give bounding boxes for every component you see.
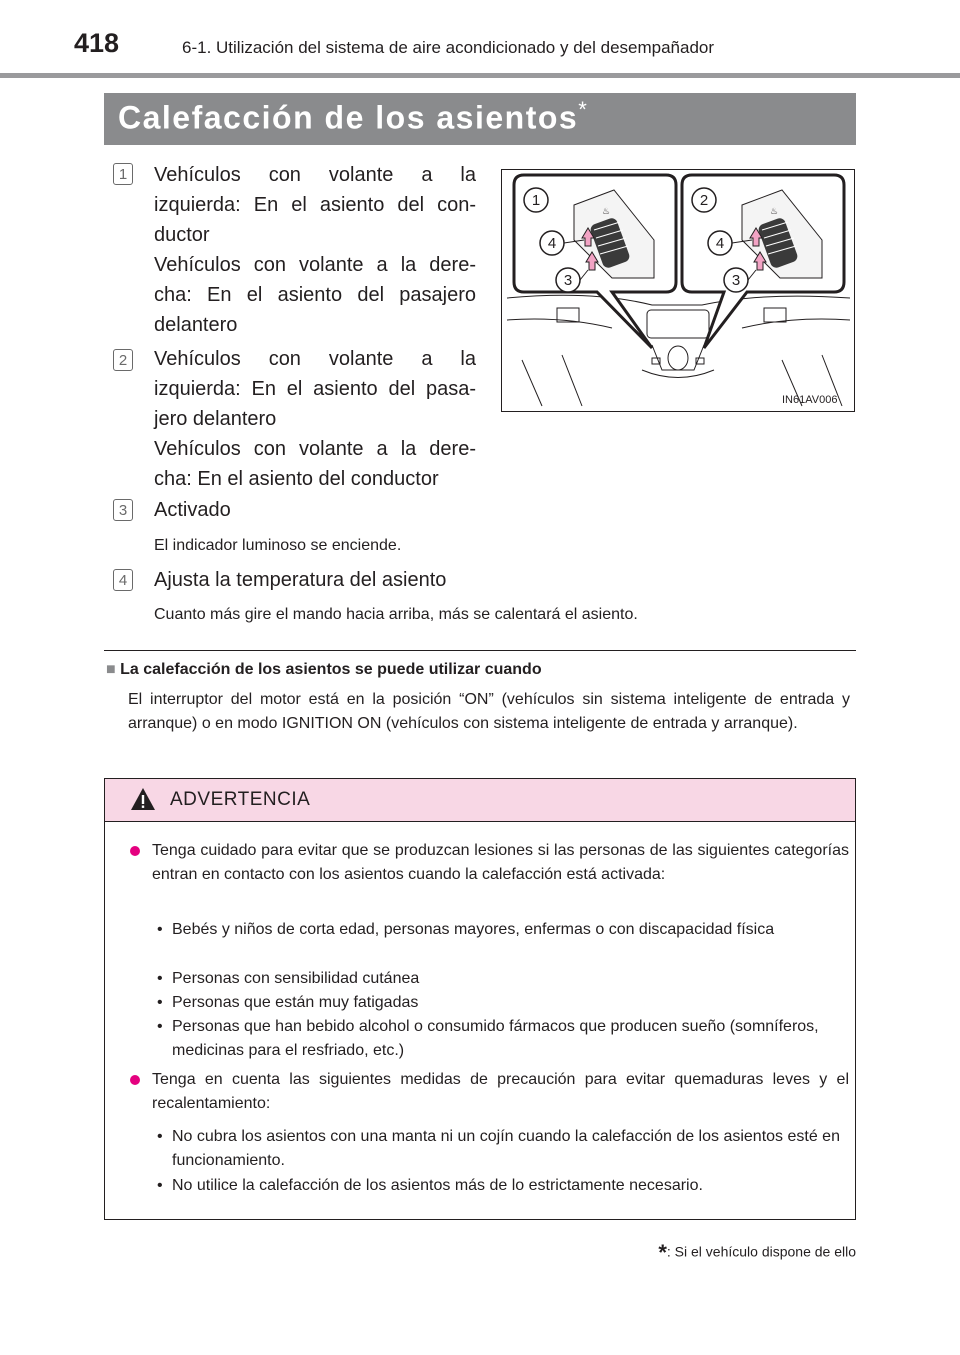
bullet: •: [157, 1177, 163, 1194]
warning-point-dot: [130, 1075, 140, 1085]
item-number-2: 2: [113, 349, 133, 371]
note-heading-text: La calefacción de los asientos se puede utilizar cuando: [120, 661, 542, 678]
callout-label: 2: [699, 192, 709, 209]
item-3-label: Activado: [154, 499, 231, 521]
callout-label: 4: [547, 235, 557, 252]
dashboard-line: [507, 319, 612, 328]
seat-heater-icon-left: ♨: [602, 206, 611, 216]
warning-list-2-item: No utilice la calefacción de los asientos más de lo estrictamente necesario.: [172, 1177, 703, 1194]
gear-shifter: [668, 346, 688, 370]
note-heading: [106, 661, 542, 679]
warning-point-1: Tenga cuidado para evitar que se produzcan lesiones si las personas de las siguientes categorías entran en contacto con los asientos cuando la calefacción está activada:: [152, 842, 849, 883]
callout-label: 3: [563, 272, 573, 289]
bullet: •: [157, 1128, 163, 1145]
item-1-line-2: Vehículos con volante a la dere-cha: En el asiento del pasajero delantero: [154, 254, 476, 336]
callout-label: 3: [731, 272, 741, 289]
footnote: [658, 1240, 856, 1266]
section-title: 6-1. Utilización del sistema de aire acondicionado y del desempañador: [182, 38, 715, 57]
footnote-asterisk: *: [658, 1240, 667, 1265]
warning-list-2-item: No cubra los asientos con una manta ni un cojín cuando la calefacción de los asientos esté en funcionamiento.: [172, 1128, 840, 1169]
page-title: [118, 97, 588, 137]
dash-button: [764, 308, 786, 322]
warning-list-1-item: Personas que han bebido alcohol o consumido fármacos que producen sueño (somníferos, medicinas para el resfriado, etc.): [172, 1018, 819, 1059]
callout-label: 4: [715, 235, 725, 252]
dashboard-line: [742, 319, 850, 328]
item-4-description: Cuanto más gire el mando hacia arriba, más se calentará el asiento.: [154, 606, 638, 623]
title-asterisk: *: [578, 97, 589, 122]
item-1-text: [154, 160, 476, 340]
note-marker: ■: [106, 661, 116, 678]
item-3-description: El indicador luminoso se enciende.: [154, 537, 402, 554]
bullet: •: [157, 921, 163, 938]
bullet: •: [157, 970, 163, 987]
warning-list-1-item: Bebés y niños de corta edad, personas mayores, enfermas o con discapacidad física: [172, 921, 775, 938]
figure-code: IN61AV006: [782, 394, 838, 406]
warning-title: ADVERTENCIA: [170, 789, 311, 810]
footnote-text: : Si el vehículo dispone de ello: [666, 1243, 856, 1260]
seat-heater-icon-right: ♨: [770, 206, 779, 216]
section-divider: [104, 650, 856, 651]
dashboard-illustration: [502, 170, 854, 411]
page-title-text: Calefacción de los asientos: [118, 99, 579, 136]
vent-panel: [647, 310, 709, 338]
header-divider: [0, 73, 960, 78]
item-number-3: 3: [113, 499, 133, 521]
dashboard-line: [507, 295, 850, 305]
warning-point-dot: [130, 846, 140, 856]
warning-list-1-item: Personas con sensibilidad cutánea: [172, 970, 420, 987]
seat-heater-figure: [501, 169, 855, 412]
warning-triangle-icon: [130, 787, 156, 811]
item-2-line-2: Vehículos con volante a la dere-cha: En el asiento del conductor: [154, 438, 476, 490]
item-number-4: 4: [113, 569, 133, 591]
item-2-line-1: Vehículos con volante a la izquierda: En el asiento del pasa-jero delantero: [154, 348, 476, 430]
callout-label: 1: [531, 192, 541, 209]
item-4-label: Ajusta la temperatura del asiento: [154, 569, 447, 591]
item-2-text: [154, 344, 476, 494]
item-number-1: 1: [113, 163, 133, 185]
bullet: •: [157, 1018, 163, 1035]
console-edge: [642, 370, 714, 378]
warning-point-2: Tenga en cuenta las siguientes medidas de precaución para evitar quemaduras leves y el recalentamiento:: [152, 1071, 849, 1112]
bullet: •: [157, 994, 163, 1011]
page-number: 418: [74, 28, 120, 58]
warning-list-1-item: Personas que están muy fatigadas: [172, 994, 419, 1011]
note-text: El interruptor del motor está en la posición “ON” (vehículos sin sistema inteligente de entrada y arranque) o en modo IGNITION ON (vehículos con sistema inteligente de entrada y arranque).: [128, 691, 850, 732]
item-1-line-1: Vehículos con volante a la izquierda: En el asiento del con-ductor: [154, 164, 476, 246]
